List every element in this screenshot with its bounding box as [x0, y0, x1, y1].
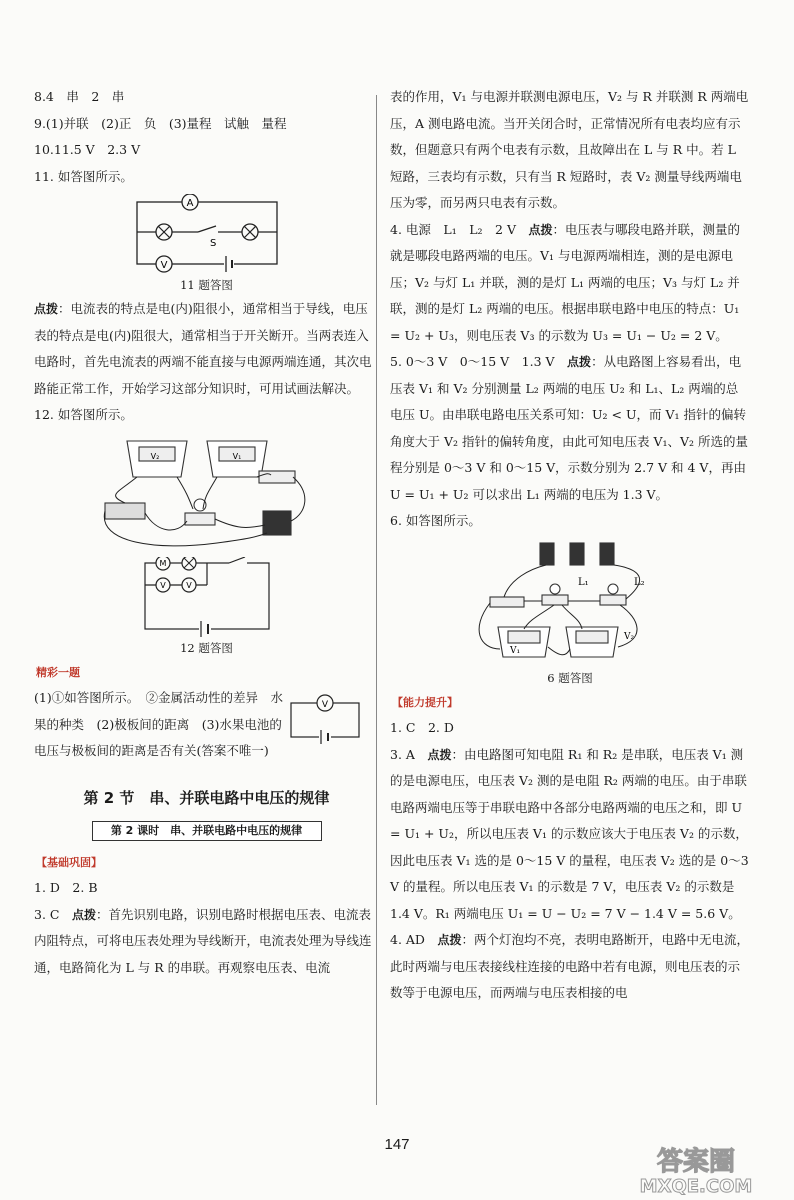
hint-text: ：从电路图上容易看出，电压表 V₁ 和 V₂ 分别测量 L₂ 两端的电压 U₂ 和 L₁、L₂ 两端的总电压 U。由串联电路电压关系可知：U₂ < U，而 V₁ 指针的偏转角度大于 V₂ 指针的偏转角度，由此可知电压表 V₁、V₂ 所选的量程分别是 0～3 V 和 0～15 V，示数分别为 2.7 V 和 4 V，再由 U = U₁ + U₂ 可以求出 L₁ 两端的电压为 1.3 V。 — [390, 354, 749, 502]
ammeter-symbol — [182, 194, 198, 210]
hint-label: 点拨 — [427, 747, 452, 762]
voltmeter-symbol — [182, 578, 196, 592]
answer-basic-3 — [34, 902, 379, 982]
lamp-symbol — [156, 224, 172, 240]
right-column — [390, 84, 750, 1007]
switch-device — [259, 471, 295, 483]
section-tag-nengli: 【能力提升】 — [392, 695, 458, 709]
jingcai-block — [34, 685, 379, 765]
hint-text: ：首先识别电路，识别电路时根据电压表、电流表内阻特点，可将电压表处理为导线断开，电流表处理为导线连通，电路简化为 L 与 R 的串联。再观察电压表、电流 — [34, 906, 372, 975]
answer-number: 4. AD — [390, 932, 438, 947]
answer-5 — [390, 349, 750, 508]
figure-11-caption: 11 题答图 — [180, 278, 233, 292]
hint-label: 点拨 — [567, 355, 592, 369]
figure-12-circuit-diagram — [137, 557, 277, 637]
switch-symbol — [229, 557, 247, 567]
motor-symbol — [156, 557, 170, 570]
lamp-holder — [542, 595, 568, 605]
svg-text:V: V — [321, 700, 329, 710]
answer-number: 3. A — [390, 746, 428, 762]
svg-text:V: V — [160, 260, 167, 271]
answer-6: 6. 如答图所示。 — [390, 513, 481, 528]
page-number: 147 — [384, 1136, 410, 1153]
answer-adv-1-2: 1. C 2. D — [390, 720, 454, 735]
svg-text:V: V — [159, 580, 166, 590]
battery-device — [263, 511, 291, 535]
answer-adv-4 — [390, 927, 750, 1007]
hint-label: 点拨 — [437, 933, 462, 947]
hint-label: 点拨 — [71, 907, 96, 922]
svg-text:M: M — [159, 558, 166, 568]
hint-label: 点拨 — [528, 222, 553, 237]
hint-text: ：电压表与哪段电路并联，测量的就是哪段电路两端的电压。V₁ 与电源两端相连，测的是电源电压；V₂ 与灯 L₁ 并联，测的是灯 L₁ 两端的电压；V₃ 与灯 L₂ 并联，测的是灯 L₂ 两端的电压。根据串联电路中电压的特点：U₁ = U₂ + U₃，则电压表 V₃ 的示数为 U₃ = U₁ − U₂ = 2 V。 — [390, 221, 741, 343]
svg-text:V₁: V₁ — [232, 451, 241, 461]
lamp-bulb — [608, 584, 618, 594]
svg-text:V₂: V₂ — [624, 631, 635, 642]
battery-cell — [600, 543, 614, 565]
svg-text:答案圈: 答案圈 — [656, 1147, 736, 1177]
svg-text:L₂: L₂ — [634, 576, 645, 588]
hint-11 — [34, 296, 379, 402]
figure-12-real-circuit — [97, 433, 317, 553]
answer-basic-1-2: 1. D 2. B — [34, 880, 98, 895]
svg-text:A: A — [186, 198, 193, 209]
jingcai-text: (1)①如答图所示。 ②金属活动性的差异 水果的种类 (2)极板间的距离 (3)水果电池的电压与极板间的距离是否有关(答案不唯一) — [34, 690, 283, 758]
voltmeter-symbol — [156, 256, 172, 272]
svg-text:L₁: L₁ — [578, 576, 589, 588]
section-tag-jichu: 【基础巩固】 — [36, 855, 102, 869]
fruit-battery-circuit — [285, 693, 365, 745]
watermark-logo — [616, 1140, 776, 1196]
answer-adv-3 — [390, 742, 750, 928]
answer-12: 12. 如答图所示。 — [34, 407, 133, 422]
lamp-symbol — [242, 224, 258, 240]
lamp-symbol — [182, 557, 196, 570]
figure-12-caption: 12 题答图 — [180, 640, 233, 655]
answer-4 — [390, 217, 750, 350]
battery-symbol — [224, 256, 234, 272]
switch-device — [490, 597, 524, 607]
left-column — [34, 84, 379, 981]
answer-number: 3. C — [34, 906, 72, 922]
battery-symbol — [199, 621, 211, 637]
battery-cell — [540, 543, 554, 565]
answer-11: 11. 如答图所示。 — [34, 168, 133, 184]
lamp-holder — [185, 513, 215, 525]
figure-6-caption: 6 题答图 — [547, 670, 593, 685]
motor-device — [105, 503, 145, 519]
figure-6-real-circuit — [470, 539, 670, 667]
lamp-bulb — [550, 584, 560, 594]
answer-number: 5. 0～3 V 0～15 V 1.3 V — [390, 354, 568, 369]
answer-number: 4. 电源 L₁ L₂ 2 V — [390, 221, 529, 237]
answer-10: 10.11.5 V 2.3 V — [34, 142, 141, 157]
svg-text:V₂: V₂ — [150, 451, 159, 461]
lesson-banner: 第 2 课时 串、并联电路中电压的规律 — [92, 821, 322, 841]
battery-cell — [570, 543, 584, 565]
svg-text:V: V — [185, 580, 192, 590]
answer-8: 8.4 串 2 串 — [34, 89, 125, 104]
svg-text:V₁: V₁ — [510, 645, 521, 656]
answer-9: 9.(1)并联 (2)正 负 (3)量程 试触 量程 — [34, 115, 287, 131]
figure-11-circuit — [132, 194, 282, 274]
hint-text: ：两个灯泡均不亮，表明电路断开，电路中无电流，此时两端与电压表接线柱连接的电路中若有电源，则电压表的示数等于电源电压，而两端与电压表相接的电 — [390, 932, 749, 1000]
section-title: 第 2 节 串、并联电路中电压的规律 — [83, 788, 330, 807]
lamp-holder — [600, 595, 626, 605]
svg-text:S: S — [209, 238, 216, 249]
switch-symbol — [198, 226, 218, 249]
svg-text:MXQE.COM: MXQE.COM — [639, 1176, 753, 1196]
hint-text: ：由电路图可知电阻 R₁ 和 R₂ 是串联，电压表 V₁ 测的是电源电压，电压表 V₂ 测的是电阻 R₂ 两端的电压。由于串联电路两端电压等于串联电路中各部分电路两端的电压之和，即 U = U₁ + U₂，所以电压表 V₁ 的示数应该大于电压表 V₂ 的示数，因此电压表 V₁ 选的是 0～15 V 的量程，电压表 V₂ 选的是 0～3 V 的量程。所以电压表 V₁ 的示数是 7 V，电压表 V₂ 的示数是 1.4 V。R₁ 两端电压 U₁ = U − U₂ = 7 V − 1.4 V = 5.6 V。 — [390, 746, 749, 921]
hint-text: ：电流表的特点是电(内)阻很小，通常相当于导线，电压表的特点是电(内)阻很大，通常相当于开关断开。当两表连入电路时，首先电流表的两端不能直接与电源两端连通，其次电路能正常工作，开始学习这部分知识时，可用试画法解决。 — [34, 301, 372, 396]
section-tag-jingcai: 精彩一题 — [36, 665, 80, 679]
hint-label: 点拨 — [34, 302, 59, 316]
answer-3-continued: 表的作用，V₁ 与电源并联测电源电压，V₂ 与 R 并联测 R 两端电压，A 测电路电流。当开关闭合时，正常情况所有电表均应有示数，但题意只有两个电表有示数，且故障出在 L 与 R 中。若 L 短路，三表均有示数，只有当 R 短路时，表 V₂ 测量导线两端电压为零，而另两只电表有示数。 — [390, 89, 749, 210]
voltmeter-symbol — [156, 578, 170, 592]
